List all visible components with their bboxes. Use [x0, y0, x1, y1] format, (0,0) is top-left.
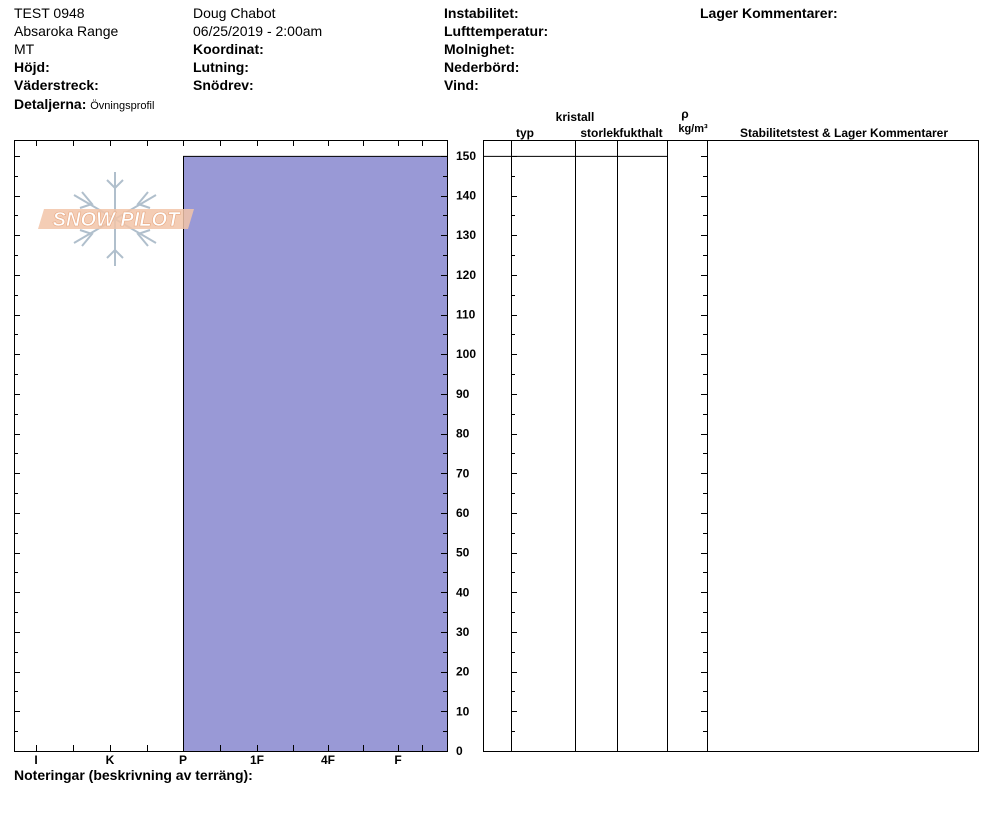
elevation-label: Höjd: — [14, 59, 50, 75]
height-tick-label: 70 — [456, 466, 470, 481]
wind-label: Vind: — [444, 77, 479, 93]
height-tick-label: 110 — [456, 307, 476, 322]
coordinate-label: Koordinat: — [193, 41, 264, 57]
size-header: storlek — [580, 126, 620, 140]
logo-text: SNOW PILOT — [52, 209, 180, 231]
height-tick-label: 0 — [456, 744, 463, 758]
hardness-layer-bar — [184, 156, 448, 751]
hardness-tick-label: P — [178, 753, 188, 767]
instability-label: Instabilitet: — [444, 5, 519, 21]
range-name: Absaroka Range — [14, 23, 119, 39]
height-tick-label: 30 — [456, 624, 470, 639]
height-tick-label: 90 — [456, 386, 470, 401]
height-tick-label: 10 — [456, 704, 470, 719]
height-tick-label: 150 — [456, 148, 477, 163]
density-unit-header: kg/m³ — [678, 123, 708, 135]
height-tick-label: 60 — [456, 505, 470, 520]
height-tick-label: 140 — [456, 188, 477, 203]
state-name: MT — [14, 41, 35, 57]
layer-table-frame — [484, 141, 979, 752]
test-id: TEST 0948 — [14, 5, 85, 21]
hardness-tick-label: 1F — [249, 753, 265, 767]
precip-label: Nederbörd: — [444, 59, 520, 75]
hardness-tick-label: F — [394, 753, 402, 767]
height-tick-label: 130 — [456, 228, 477, 243]
air-temp-label: Lufttemperatur: — [444, 23, 549, 39]
height-tick-label: 40 — [456, 585, 470, 600]
details-value: Övningsprofil — [90, 100, 155, 112]
stability-header: Stabilitetstest & Lager Kommentarer — [739, 126, 949, 140]
cloud-label: Molnighet: — [444, 41, 515, 57]
type-header: typ — [516, 126, 534, 140]
hardness-tick-label: I — [34, 753, 38, 767]
aspect-label: Väderstreck: — [14, 77, 99, 93]
height-tick-label: 120 — [456, 267, 477, 282]
layer-comments-label: Lager Kommentarer: — [700, 5, 838, 21]
rho-header: ρ — [681, 107, 689, 121]
hardness-tick-label: K — [105, 753, 115, 767]
observation-datetime: 06/25/2019 - 2:00am — [193, 23, 323, 39]
moisture-header: fukthalt — [619, 126, 663, 140]
height-tick-label: 80 — [456, 426, 470, 441]
crystal-header: kristall — [555, 110, 595, 124]
snowpilot-logo — [38, 172, 194, 266]
slope-label: Lutning: — [193, 59, 249, 75]
height-tick-label: 100 — [456, 347, 477, 362]
observer-name: Doug Chabot — [193, 5, 276, 21]
details-label: Detaljerna: — [14, 96, 87, 112]
drift-label: Snödrev: — [193, 77, 254, 93]
height-tick-label: 50 — [456, 545, 470, 560]
notes-label: Noteringar (beskrivning av terräng): — [14, 767, 253, 783]
hardness-tick-label: 4F — [320, 753, 336, 767]
height-tick-label: 20 — [456, 664, 470, 679]
